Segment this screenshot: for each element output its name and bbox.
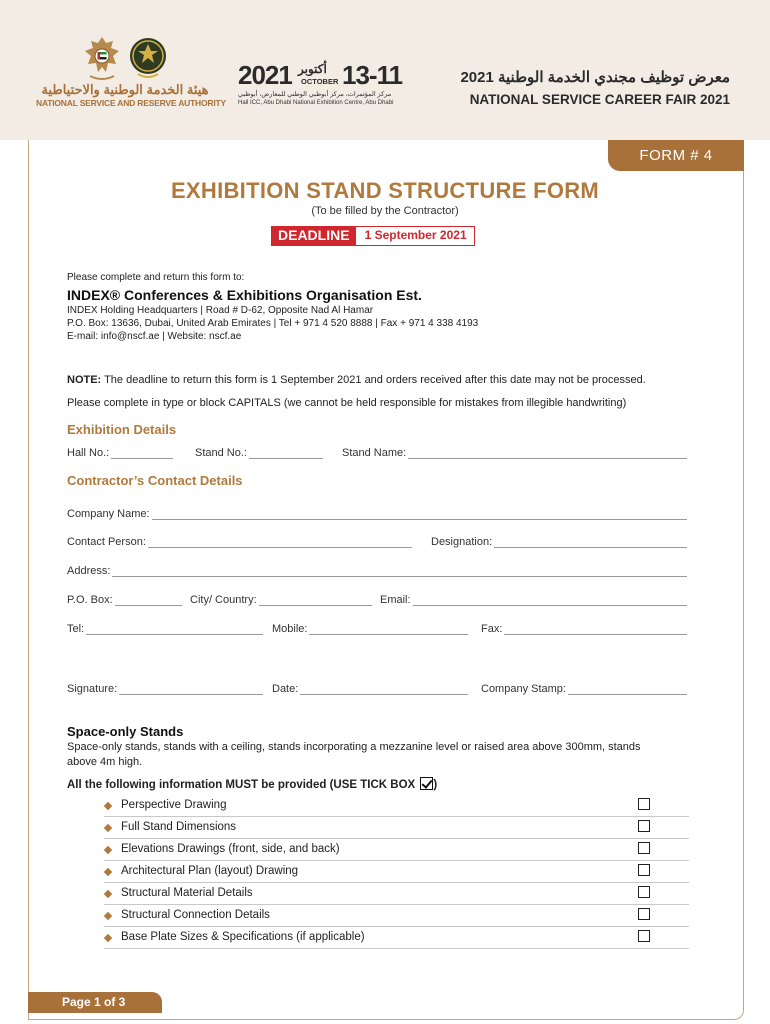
event-month-english: OCTOBER — [301, 77, 339, 86]
checkbox[interactable] — [638, 820, 650, 832]
contractor-details-heading: Contractor’s Contact Details — [67, 473, 243, 488]
note-text: The deadline to return this form is 1 September 2021 and orders received after this date may not be processed. — [101, 374, 646, 386]
signature-line[interactable] — [119, 685, 263, 695]
company-stamp-field[interactable] — [481, 683, 687, 695]
checkbox[interactable] — [638, 930, 650, 942]
stand-no-field[interactable] — [195, 447, 323, 459]
space-only-description-1: Space-only stands, stands with a ceiling, stands incorporating a mezzanine level or raised area above 300mm, stands — [67, 741, 641, 753]
checklist-item-label: Structural Material Details — [121, 887, 253, 899]
checkbox[interactable] — [638, 908, 650, 920]
stand-name-line[interactable] — [408, 449, 687, 459]
checklist-item-label: Perspective Drawing — [121, 799, 227, 811]
venue-arabic: مركز المؤتمرات، مركز أبوظبي الوطني للمعارض، أبوظبي — [238, 91, 392, 98]
note-line — [67, 374, 646, 386]
checklist-item[interactable] — [104, 795, 689, 817]
checklist-item-label: Elevations Drawings (front, side, and back) — [121, 843, 340, 855]
page-number-tab: Page 1 of 3 — [28, 992, 162, 1013]
hall-no-field[interactable] — [67, 447, 173, 459]
city-country-line[interactable] — [259, 596, 372, 606]
signature-label: Signature: — [67, 683, 118, 695]
tick-instruction — [67, 777, 437, 791]
checkbox[interactable] — [638, 842, 650, 854]
company-stamp-line[interactable] — [568, 685, 687, 695]
deadline-label: DEADLINE — [272, 227, 356, 245]
fax-field[interactable] — [481, 623, 687, 635]
note-label: NOTE: — [67, 374, 102, 386]
checklist-item-label: Architectural Plan (layout) Drawing — [121, 865, 299, 877]
checklist-item[interactable] — [104, 861, 689, 883]
tel-line[interactable] — [86, 625, 263, 635]
fax-line[interactable] — [504, 625, 687, 635]
hall-no-label: Hall No.: — [67, 447, 110, 459]
checkbox[interactable] — [638, 886, 650, 898]
diamond-bullet-icon — [104, 846, 112, 854]
diamond-bullet-icon — [104, 890, 112, 898]
tel-label: Tel: — [67, 623, 85, 635]
checklist-item[interactable] — [104, 905, 689, 927]
tel-field[interactable] — [67, 623, 263, 635]
checklist-item[interactable] — [104, 927, 689, 949]
company-stamp-label: Company Stamp: — [481, 683, 566, 695]
event-date-block — [238, 60, 408, 110]
mobile-field[interactable] — [272, 623, 468, 635]
event-year: 2021 — [238, 60, 292, 90]
space-only-heading: Space-only Stands — [67, 724, 184, 739]
email-label: Email: — [380, 594, 411, 606]
falcon-emblem-icon — [82, 34, 122, 84]
contact-person-field[interactable] — [67, 536, 412, 548]
form-number-tab: FORM # 4 — [608, 140, 744, 171]
designation-line[interactable] — [494, 538, 687, 548]
page-title: EXHIBITION STAND STRUCTURE FORM — [170, 178, 600, 203]
fair-title-english: NATIONAL SERVICE CAREER FAIR 2021 — [469, 92, 730, 107]
tick-instruction-end: ) — [433, 779, 438, 791]
stand-no-label: Stand No.: — [195, 447, 247, 459]
checkbox[interactable] — [638, 798, 650, 810]
contact-person-label: Contact Person: — [67, 536, 146, 548]
tick-box-icon — [420, 777, 433, 790]
exhibition-details-heading: Exhibition Details — [67, 422, 177, 437]
po-box-label: P.O. Box: — [67, 594, 113, 606]
logo-group — [82, 34, 172, 86]
tick-instruction-text: All the following information MUST be provided (USE TICK BOX — [67, 779, 416, 791]
deadline-date: 1 September 2021 — [356, 227, 474, 245]
fair-title-arabic: معرض توظيف مجندي الخدمة الوطنية 2021 — [460, 69, 730, 86]
fax-label: Fax: — [481, 623, 503, 635]
space-only-description-2: above 4m high. — [67, 756, 143, 768]
city-country-field[interactable] — [190, 594, 372, 606]
checklist-item-label: Full Stand Dimensions — [121, 821, 237, 833]
stand-name-label: Stand Name: — [342, 447, 407, 459]
stand-no-line[interactable] — [249, 449, 323, 459]
event-days: 13-11 — [342, 60, 403, 90]
return-intro: Please complete and return this form to: — [67, 272, 245, 283]
organiser-contact: E-mail: info@nscf.ae | Website: nscf.ae — [67, 331, 242, 342]
designation-field[interactable] — [431, 536, 687, 548]
diamond-bullet-icon — [104, 802, 112, 810]
service-emblem-icon — [128, 34, 168, 84]
email-line[interactable] — [413, 596, 687, 606]
po-box-field[interactable] — [67, 594, 182, 606]
email-field[interactable] — [380, 594, 687, 606]
diamond-bullet-icon — [104, 868, 112, 876]
mobile-label: Mobile: — [272, 623, 308, 635]
address-line[interactable] — [112, 567, 687, 577]
address-field[interactable] — [67, 565, 687, 577]
organiser-address-1: INDEX Holding Headquarters | Road # D-62, Opposite Nad Al Hamar — [67, 305, 374, 316]
checklist-item-label: Base Plate Sizes & Specifications (if applicable) — [121, 931, 365, 943]
date-label: Date: — [272, 683, 299, 695]
note-line-2: Please complete in type or block CAPITALS (we cannot be held responsible for mistakes from illegible handwriting) — [67, 397, 627, 409]
checklist-item[interactable] — [104, 817, 689, 839]
deadline-badge — [271, 226, 475, 246]
contact-person-line[interactable] — [148, 538, 412, 548]
diamond-bullet-icon — [104, 934, 112, 942]
date-line[interactable] — [300, 685, 468, 695]
signature-field[interactable] — [67, 683, 263, 695]
company-name-line[interactable] — [152, 510, 687, 520]
header-band — [0, 0, 770, 140]
venue-english: Hall ICC, Abu Dhabi National Exhibition Centre, Abu Dhabi — [238, 100, 394, 106]
hall-no-line[interactable] — [111, 449, 173, 459]
company-name-field[interactable] — [67, 508, 687, 520]
diamond-bullet-icon — [104, 912, 112, 920]
address-label: Address: — [67, 565, 111, 577]
company-name-label: Company Name: — [67, 508, 150, 520]
checklist-item[interactable] — [104, 883, 689, 905]
page-subtitle: (To be filled by the Contractor) — [311, 205, 459, 217]
org-name-english: NATIONAL SERVICE AND RESERVE AUTHORITY — [36, 98, 226, 108]
org-name-arabic: هيئة الخدمة الوطنية والاحتياطية — [41, 82, 209, 97]
checkbox[interactable] — [638, 864, 650, 876]
requirements-checklist — [104, 795, 689, 949]
diamond-bullet-icon — [104, 824, 112, 832]
mobile-line[interactable] — [309, 625, 468, 635]
organiser-name: INDEX® Conferences & Exhibitions Organisation Est. — [67, 287, 422, 303]
city-country-label: City/ Country: — [190, 594, 257, 606]
checklist-item[interactable] — [104, 839, 689, 861]
stand-name-field[interactable] — [342, 447, 687, 459]
event-month-arabic: أكتوبر — [298, 62, 327, 76]
organiser-address-2: P.O. Box: 13636, Dubai, United Arab Emirates | Tel + 971 4 520 8888 | Fax + 971 4 338 4193 — [67, 318, 479, 329]
checklist-item-label: Structural Connection Details — [121, 909, 270, 921]
designation-label: Designation: — [431, 536, 493, 548]
po-box-line[interactable] — [115, 596, 182, 606]
date-field[interactable] — [272, 683, 468, 695]
